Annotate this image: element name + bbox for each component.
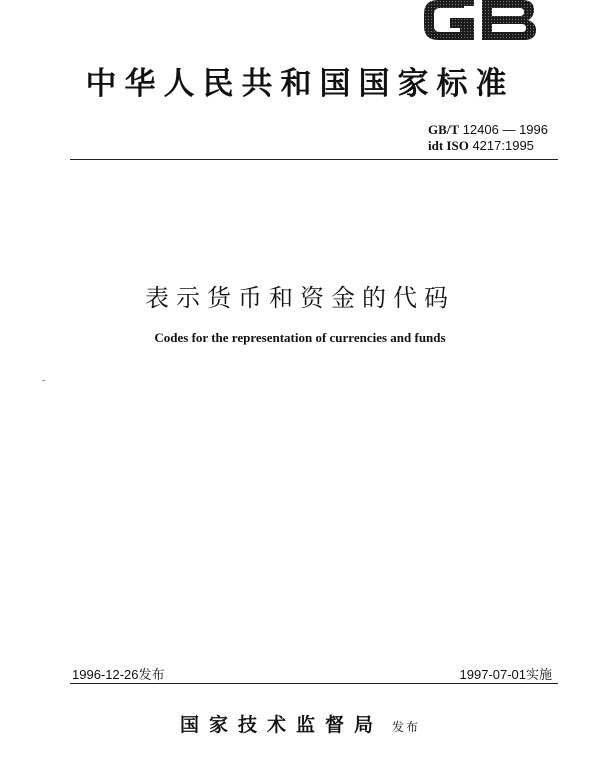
scan-speck — [42, 380, 45, 381]
gb-logo-icon — [424, 0, 536, 40]
idt-prefix: idt ISO — [428, 138, 469, 153]
gb-standard-number — [428, 122, 548, 138]
idt-number: 4217:1995 — [472, 138, 534, 153]
document-title-english: Codes for the representation of currencies and funds — [154, 330, 446, 345]
issuing-authority — [0, 710, 600, 737]
implementation-date: 1997-07-01实施 — [459, 667, 552, 682]
bottom-divider — [70, 683, 558, 684]
document-title-chinese: 表示货币和资金的代码 — [145, 284, 455, 312]
top-divider — [70, 159, 558, 160]
issue-date: 1996-12-26发布 — [72, 667, 165, 682]
gb-prefix: GB/T — [428, 122, 460, 137]
idt-standard-number — [428, 138, 548, 154]
country-standard-title: 中华人民共和国国家标准 — [85, 66, 515, 102]
gb-number: 12406 — 1996 — [462, 122, 548, 137]
issuer-name: 国家技术监督局 — [179, 714, 383, 736]
issuer-suffix: 发布 — [392, 720, 421, 734]
standard-numbers — [428, 122, 548, 154]
